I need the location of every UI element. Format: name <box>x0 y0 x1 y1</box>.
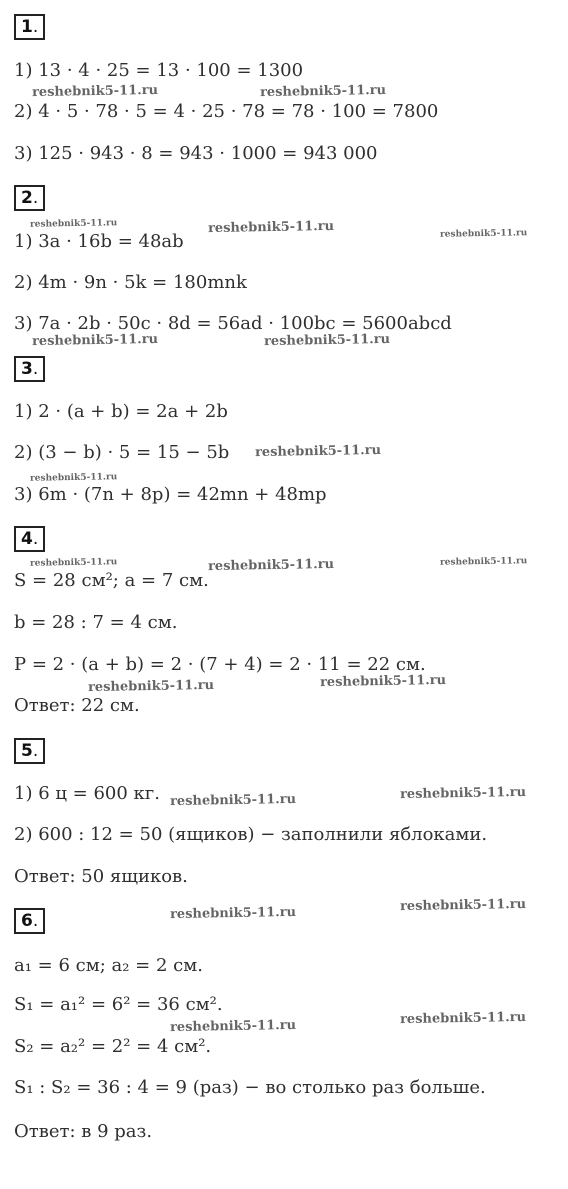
task6-line4: S₁ : S₂ = 36 : 4 = 9 (раз) − во столько раз больше. <box>14 1077 486 1098</box>
task3-line1: 1) 2 · (a + b) = 2a + 2b <box>14 401 228 422</box>
watermark: reshebnik5-11.ru <box>169 1017 297 1036</box>
watermark: reshebnik5-11.ru <box>259 82 387 101</box>
watermark: reshebnik5-11.ru <box>319 672 447 691</box>
task5-line1: 1) 6 ц = 600 кг. <box>14 783 160 804</box>
task4-answer: Ответ: 22 см. <box>14 695 140 716</box>
task4-line1: S = 28 см²; a = 7 см. <box>14 570 209 591</box>
task5-answer: Ответ: 50 ящиков. <box>14 866 188 887</box>
task6-line3: S₂ = a₂² = 2² = 4 см². <box>14 1036 212 1057</box>
watermark: reshebnik5-11.ru <box>29 472 118 484</box>
task3-line3: 3) 6m · (7n + 8p) = 42mn + 48mp <box>14 484 327 505</box>
task4-line3: P = 2 · (a + b) = 2 · (7 + 4) = 2 · 11 = 22 см. <box>14 654 426 675</box>
watermark: reshebnik5-11.ru <box>439 556 528 568</box>
task-number-2: 2. <box>14 185 45 211</box>
watermark: reshebnik5-11.ru <box>399 784 527 803</box>
watermark: reshebnik5-11.ru <box>207 556 335 575</box>
task6-line2: S₁ = a₁² = 6² = 36 см². <box>14 994 223 1015</box>
task6-answer: Ответ: в 9 раз. <box>14 1121 153 1142</box>
watermark: reshebnik5-11.ru <box>399 896 527 915</box>
watermark: reshebnik5-11.ru <box>207 218 335 237</box>
task6-line1: a₁ = 6 см; a₂ = 2 см. <box>14 955 203 976</box>
task2-line1: 1) 3a · 16b = 48ab <box>14 231 184 252</box>
watermark: reshebnik5-11.ru <box>169 904 297 923</box>
watermark: reshebnik5-11.ru <box>29 557 118 569</box>
watermark: reshebnik5-11.ru <box>31 331 159 350</box>
task1-line2: 2) 4 · 5 · 78 · 5 = 4 · 25 · 78 = 78 · 100 = 7800 <box>14 101 439 122</box>
task5-line2: 2) 600 : 12 = 50 (ящиков) − заполнили яблоками. <box>14 824 488 845</box>
task-number-4: 4. <box>14 526 45 552</box>
watermark: reshebnik5-11.ru <box>439 228 528 240</box>
task1-line1: 1) 13 · 4 · 25 = 13 · 100 = 1300 <box>14 60 304 81</box>
task1-line3: 3) 125 · 943 · 8 = 943 · 1000 = 943 000 <box>14 143 378 164</box>
task-number-3: 3. <box>14 356 45 382</box>
task-number-5: 5. <box>14 738 45 764</box>
task-number-1: 1. <box>14 14 45 40</box>
task3-line2: 2) (3 − b) · 5 = 15 − 5b <box>14 442 230 463</box>
watermark: reshebnik5-11.ru <box>31 82 159 101</box>
watermark: reshebnik5-11.ru <box>87 677 215 696</box>
task-number-6: 6. <box>14 908 45 934</box>
watermark: reshebnik5-11.ru <box>29 218 118 230</box>
watermark: reshebnik5-11.ru <box>169 791 297 810</box>
watermark: reshebnik5-11.ru <box>263 331 391 350</box>
watermark: reshebnik5-11.ru <box>254 442 382 461</box>
task2-line2: 2) 4m · 9n · 5k = 180mnk <box>14 272 247 293</box>
task2-line3: 3) 7a · 2b · 50c · 8d = 56ad · 100bc = 5600abcd <box>14 313 452 334</box>
task4-line2: b = 28 : 7 = 4 см. <box>14 612 178 633</box>
watermark: reshebnik5-11.ru <box>399 1009 527 1028</box>
